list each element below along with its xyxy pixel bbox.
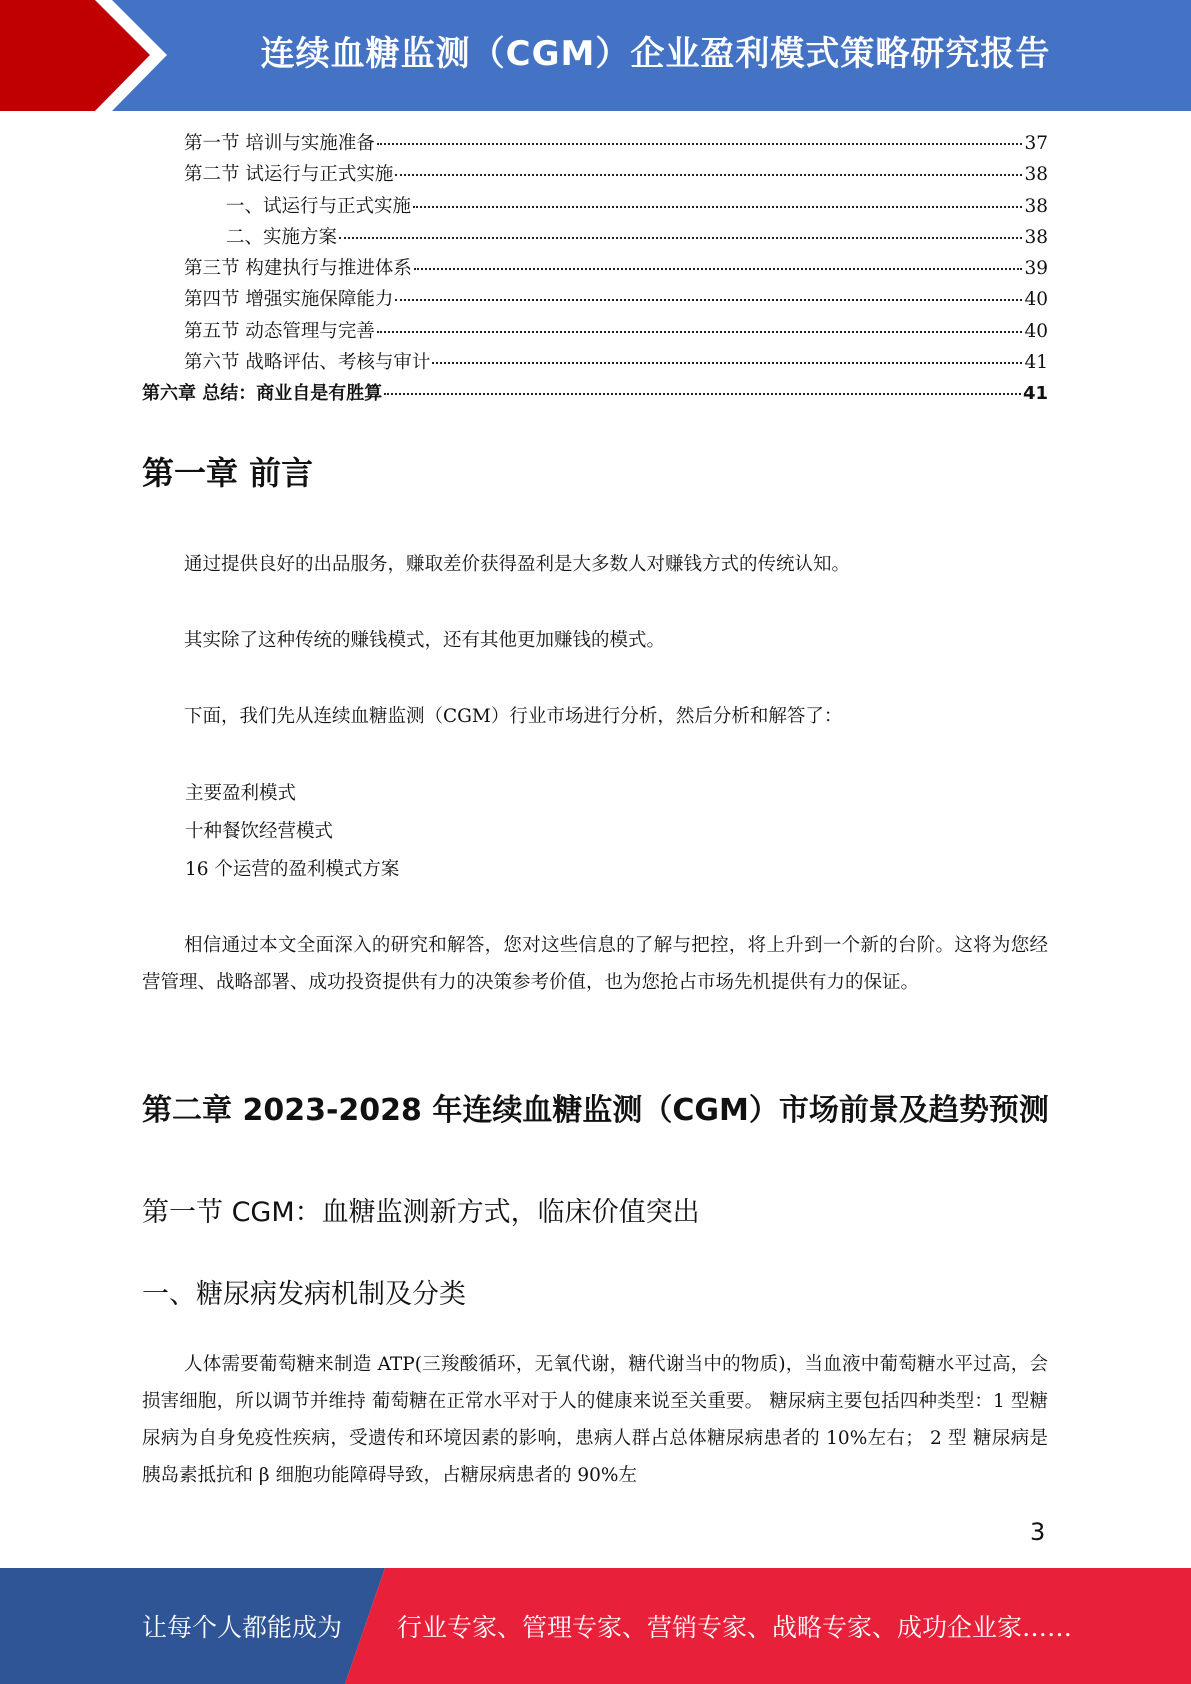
toc-page-number: 38: [1024, 195, 1048, 217]
subsection-1-title: 一、糖尿病发病机制及分类: [142, 1279, 466, 1310]
toc-entry-title: 第三节 构建执行与推进体系: [184, 258, 412, 280]
toc-entry-title: 二、实施方案: [226, 226, 338, 248]
toc-page-number: 41: [1024, 352, 1048, 374]
toc-page-number: 40: [1024, 289, 1048, 311]
toc-entry-title: 第四节 增强实施保障能力: [184, 289, 394, 311]
footer-slogan-left: 让每个人都能成为: [142, 1613, 343, 1642]
toc-leader-dots: [377, 331, 1023, 333]
toc-entry[interactable]: [142, 379, 1048, 410]
toc-entry[interactable]: [142, 317, 1048, 348]
chapter-1-title: 第一章 前言: [142, 454, 314, 492]
toc-entry[interactable]: [142, 254, 1048, 285]
toc-leader-dots: [377, 143, 1023, 145]
toc-entry-title: 第二节 试运行与正式实施: [184, 164, 394, 186]
toc-entry-title: 第六节 战略评估、考核与审计: [184, 352, 431, 374]
table-of-contents: [142, 129, 1048, 411]
report-title: 连续血糖监测（CGM）企业盈利模式策略研究报告: [260, 34, 1051, 74]
toc-page-number: 38: [1024, 164, 1048, 186]
page-header: [0, 0, 1191, 111]
toc-entry[interactable]: [142, 348, 1048, 379]
toc-leader-dots: [395, 174, 1022, 176]
chapter-2-paragraph-1: 人体需要葡萄糖来制造 ATP(三羧酸循环，无氧代谢，糖代谢当中的物质)，当血液中葡萄糖水平过高，会损害细胞，所以调节并维持 葡萄糖在正常水平对于人的健康来说至关重要。 糖尿病主要包括四种类型：1 型糖尿病为自身免疫性疾病，受遗传和环境因素的影响，患病人群占总体糖尿病患者的 10%左右； 2 型 糖尿病是胰岛素抵抗和 β 细胞功能障碍导致，占糖尿病患者的 90%左: [142, 1354, 1048, 1486]
toc-entry-title: 第一节 培训与实施准备: [184, 133, 375, 154]
toc-leader-dots: [395, 299, 1022, 301]
chapter-1-paragraph-1: 通过提供良好的出品服务，赚取差价获得盈利是大多数人对赚钱方式的传统认知。: [184, 554, 851, 575]
toc-entry-title: 第六章 总结：商业自是有胜算: [142, 383, 383, 405]
chapter-1-paragraph-4: 相信通过本文全面深入的研究和解答，您对这些信息的了解与把控，将上升到一个新的台阶。这将为您经营管理、战略部署、成功投资提供有力的决策参考价值，也为您抢占市场先机提供有力的保证。: [142, 935, 1048, 993]
toc-entry[interactable]: [142, 285, 1048, 316]
page-footer: [0, 1568, 1191, 1684]
toc-entry[interactable]: [142, 160, 1048, 191]
toc-page-number: 41: [1022, 383, 1048, 405]
list-item: 主要盈利模式: [185, 783, 297, 804]
chapter-1-paragraph-2: 其实除了这种传统的赚钱模式，还有其他更加赚钱的模式。: [184, 630, 666, 651]
section-1-title: 第一节 CGM：血糖监测新方式，临床价值突出: [142, 1197, 700, 1228]
toc-leader-dots: [432, 362, 1022, 364]
list-item: 十种餐饮经营模式: [185, 821, 334, 842]
toc-page-number: 40: [1024, 320, 1048, 342]
toc-entry[interactable]: [142, 223, 1048, 254]
chapter-2-title: 第二章 2023-2028 年连续血糖监测（CGM）市场前景及趋势预测: [142, 1093, 1049, 1128]
chapter-1-paragraph-3: 下面，我们先从连续血糖监测（CGM）行业市场进行分析，然后分析和解答了：: [184, 706, 843, 727]
toc-entry-title: 第五节 动态管理与完善: [184, 320, 375, 342]
footer-slogan-right: 行业专家、管理专家、营销专家、战略专家、成功企业家……: [397, 1613, 1073, 1642]
toc-entry-title: 一、试运行与正式实施: [226, 195, 412, 217]
toc-leader-dots: [414, 268, 1023, 270]
toc-leader-dots: [384, 393, 1021, 395]
list-item: 16 个运营的盈利模式方案: [185, 859, 400, 880]
toc-entry[interactable]: [142, 129, 1048, 160]
toc-leader-dots: [339, 237, 1022, 239]
toc-leader-dots: [413, 206, 1022, 208]
page-number: 3: [1030, 1518, 1046, 1546]
toc-page-number: 39: [1024, 258, 1048, 280]
toc-page-number: 37: [1024, 133, 1048, 154]
toc-page-number: 38: [1024, 226, 1048, 248]
toc-entry[interactable]: [142, 192, 1048, 223]
